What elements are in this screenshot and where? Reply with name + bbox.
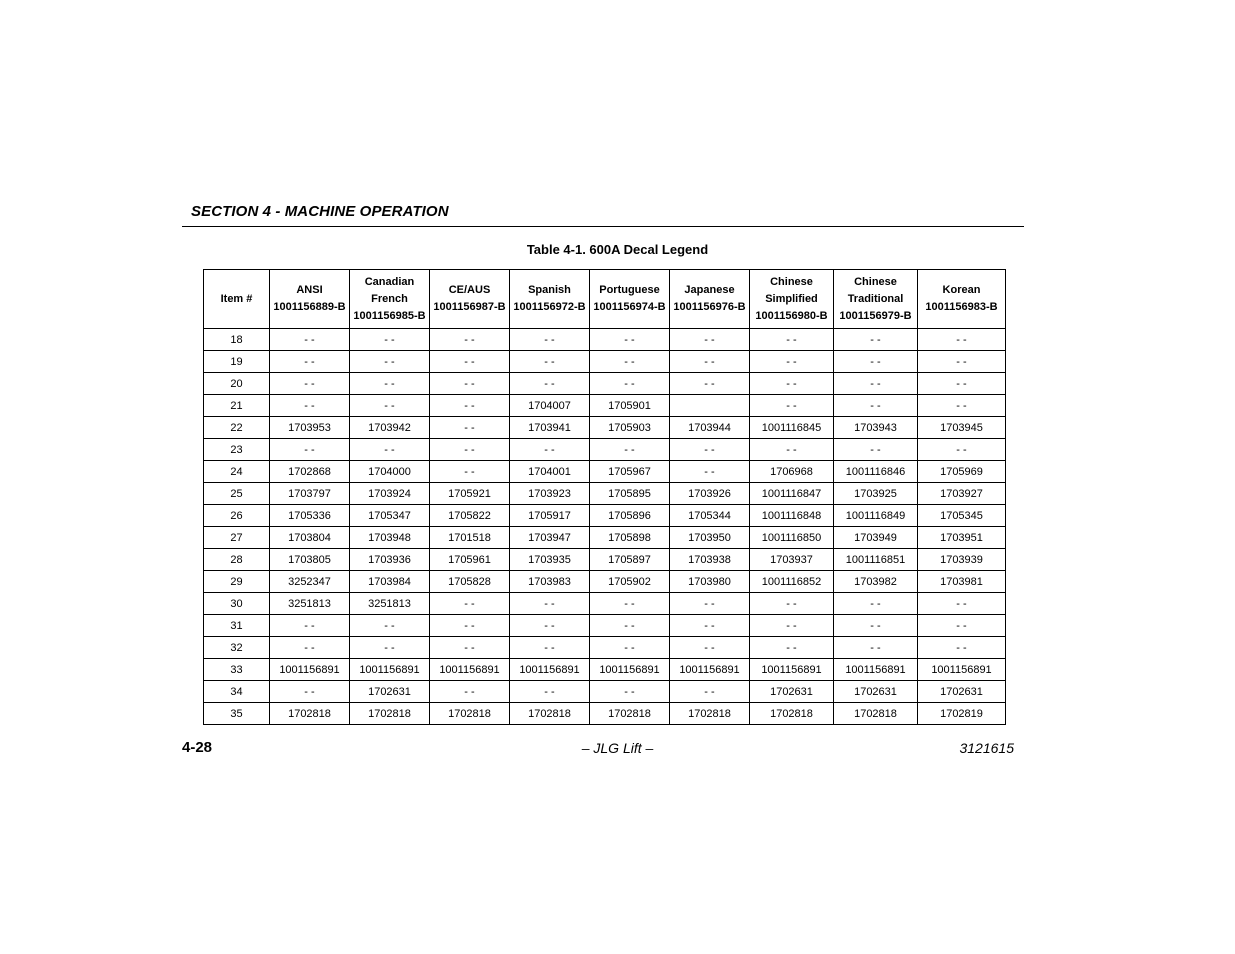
column-header-line: 1001156983-B [925, 301, 998, 313]
table-cell: - - [750, 593, 834, 615]
table-cell: 1001116850 [750, 527, 834, 549]
table-cell: 1702631 [834, 681, 918, 703]
item-number-cell: 27 [204, 527, 270, 549]
table-cell: 1703804 [270, 527, 350, 549]
table-cell: - - [750, 351, 834, 373]
table-cell: - - [918, 351, 1006, 373]
table-row [204, 571, 1006, 593]
table-row [204, 505, 1006, 527]
table-cell: - - [750, 615, 834, 637]
column-header [430, 270, 510, 329]
table-cell: 1702818 [430, 703, 510, 725]
table-cell: - - [430, 593, 510, 615]
page-number: 4-28 [182, 739, 213, 756]
table-row [204, 439, 1006, 461]
column-header [918, 270, 1006, 329]
column-header-line: 1001156976-B [673, 301, 746, 313]
table-cell: 3251813 [270, 593, 350, 615]
column-header-line: 1001156972-B [513, 301, 586, 313]
table-cell: - - [918, 637, 1006, 659]
item-number-cell: 18 [204, 329, 270, 351]
table-cell: - - [670, 637, 750, 659]
table-row [204, 703, 1006, 725]
table-cell: 1703927 [918, 483, 1006, 505]
table-cell: - - [918, 439, 1006, 461]
table-row [204, 395, 1006, 417]
column-header-line: Simplified [765, 292, 818, 305]
table-cell: - - [430, 461, 510, 483]
table-header-row [204, 270, 1006, 329]
table-row [204, 637, 1006, 659]
table-cell: - - [510, 637, 590, 659]
table-row [204, 329, 1006, 351]
column-header-line: Chinese [770, 275, 813, 288]
column-header-line: 1001156889-B [273, 301, 346, 313]
table-cell: 1702818 [350, 703, 430, 725]
table-cell: 1703945 [918, 417, 1006, 439]
table-cell: 1703944 [670, 417, 750, 439]
column-header [510, 270, 590, 329]
table-cell: 1704000 [350, 461, 430, 483]
table-cell: 1703943 [834, 417, 918, 439]
table-cell: - - [510, 373, 590, 395]
table-row [204, 615, 1006, 637]
table-cell: - - [834, 329, 918, 351]
table-cell: - - [350, 329, 430, 351]
column-header [204, 270, 270, 329]
table-cell: 1702818 [834, 703, 918, 725]
table-cell: 1705896 [590, 505, 670, 527]
header-divider [182, 226, 1024, 227]
table-cell: 1705895 [590, 483, 670, 505]
table-caption: Table 4-1. 600A Decal Legend [526, 242, 709, 257]
table-cell: - - [430, 439, 510, 461]
table-cell: 1704001 [510, 461, 590, 483]
column-header-line: Traditional [847, 292, 904, 305]
table-cell: - - [350, 395, 430, 417]
table-cell: 1703949 [834, 527, 918, 549]
table-cell: 1705898 [590, 527, 670, 549]
table-cell: - - [590, 593, 670, 615]
table-cell: 1702818 [590, 703, 670, 725]
table-row [204, 483, 1006, 505]
item-number-cell: 34 [204, 681, 270, 703]
table-cell: - - [750, 395, 834, 417]
table-cell: - - [430, 681, 510, 703]
table-cell: - - [510, 329, 590, 351]
item-number-cell: 32 [204, 637, 270, 659]
table-cell: 1703923 [510, 483, 590, 505]
table-cell: 1001116847 [750, 483, 834, 505]
table-cell: - - [918, 395, 1006, 417]
table-cell: - - [670, 439, 750, 461]
item-number-cell: 33 [204, 659, 270, 681]
table-cell: - - [918, 329, 1006, 351]
table-cell: 1001116848 [750, 505, 834, 527]
table-row [204, 681, 1006, 703]
table-cell: - - [350, 615, 430, 637]
table-cell: - - [918, 615, 1006, 637]
table-cell: - - [430, 637, 510, 659]
table-cell: 1001156891 [270, 659, 350, 681]
table-cell: 1706968 [750, 461, 834, 483]
table-cell: 3251813 [350, 593, 430, 615]
table-cell: - - [510, 681, 590, 703]
column-header-line: 1001156980-B [755, 309, 828, 322]
table-cell: 1703805 [270, 549, 350, 571]
column-header-line: Item # [220, 292, 253, 305]
item-number-cell: 29 [204, 571, 270, 593]
table-cell: 1001116846 [834, 461, 918, 483]
table-cell: 1703938 [670, 549, 750, 571]
item-number-cell: 35 [204, 703, 270, 725]
table-row [204, 593, 1006, 615]
table-row [204, 351, 1006, 373]
item-number-cell: 21 [204, 395, 270, 417]
table-cell: 1705967 [590, 461, 670, 483]
item-number-cell: 22 [204, 417, 270, 439]
table-cell: 1001156891 [670, 659, 750, 681]
table-cell: 1703937 [750, 549, 834, 571]
table-cell: 1703981 [918, 571, 1006, 593]
table-cell: 1703942 [350, 417, 430, 439]
column-header-line: Chinese [854, 275, 897, 288]
table-row [204, 659, 1006, 681]
column-header-line: 1001156985-B [353, 309, 426, 322]
table-cell: - - [590, 329, 670, 351]
column-header [750, 270, 834, 329]
table-cell: - - [430, 351, 510, 373]
item-number-cell: 19 [204, 351, 270, 373]
table-cell: 1704007 [510, 395, 590, 417]
section-title: SECTION 4 - MACHINE OPERATION [191, 203, 449, 220]
document-number: 3121615 [959, 740, 1014, 756]
table-cell: - - [918, 373, 1006, 395]
column-header-line: Japanese [684, 284, 735, 296]
item-number-cell: 30 [204, 593, 270, 615]
table-cell: 1703926 [670, 483, 750, 505]
column-header-line: French [371, 292, 408, 305]
table-cell: 1001116845 [750, 417, 834, 439]
item-number-cell: 24 [204, 461, 270, 483]
table-cell: 1703935 [510, 549, 590, 571]
table-cell: 1702818 [750, 703, 834, 725]
table-row [204, 373, 1006, 395]
table-cell: 1001156891 [918, 659, 1006, 681]
table-cell: 1705336 [270, 505, 350, 527]
table-row [204, 461, 1006, 483]
table-cell: 1703951 [918, 527, 1006, 549]
table-cell: - - [918, 593, 1006, 615]
table-cell: - - [590, 615, 670, 637]
column-header-line: 1001156987-B [433, 301, 506, 313]
table-cell: 1703925 [834, 483, 918, 505]
table-cell: 1705345 [918, 505, 1006, 527]
table-cell: 1703980 [670, 571, 750, 593]
table-cell: 1001116852 [750, 571, 834, 593]
table-cell: 1702818 [510, 703, 590, 725]
table-cell: - - [670, 593, 750, 615]
column-header-line: CE/AUS [448, 284, 491, 296]
table-cell: 1001116851 [834, 549, 918, 571]
column-header-line: ANSI [296, 284, 323, 296]
table-cell: 1702818 [670, 703, 750, 725]
table-cell: 1705828 [430, 571, 510, 593]
column-header-line: 1001156974-B [593, 301, 666, 313]
table-cell: - - [834, 615, 918, 637]
table-cell: 1705901 [590, 395, 670, 417]
table-cell: 1702631 [750, 681, 834, 703]
table-cell: 1702868 [270, 461, 350, 483]
decal-legend-table [203, 269, 1006, 725]
table-cell: 1001156891 [430, 659, 510, 681]
column-header [670, 270, 750, 329]
table-cell: - - [750, 329, 834, 351]
column-header [350, 270, 430, 329]
table-cell: 3252347 [270, 571, 350, 593]
table-cell: 1703936 [350, 549, 430, 571]
table-cell: 1705921 [430, 483, 510, 505]
table-cell: - - [834, 593, 918, 615]
table-cell: 1703984 [350, 571, 430, 593]
table-cell: 1702819 [918, 703, 1006, 725]
table-cell: - - [270, 373, 350, 395]
table-cell: - - [270, 615, 350, 637]
table-cell: - - [270, 637, 350, 659]
table-cell: - - [834, 351, 918, 373]
table-cell: - - [834, 395, 918, 417]
table-cell: - - [510, 351, 590, 373]
column-header-line: Portuguese [599, 284, 660, 296]
table-cell: - - [430, 373, 510, 395]
table-cell: - - [670, 461, 750, 483]
table-cell: 1703924 [350, 483, 430, 505]
item-number-cell: 31 [204, 615, 270, 637]
table-cell: - - [350, 351, 430, 373]
table-cell: 1703797 [270, 483, 350, 505]
table-cell: 1703947 [510, 527, 590, 549]
column-header-line: Korean [942, 284, 981, 296]
table-cell: - - [834, 439, 918, 461]
table-cell: - - [750, 637, 834, 659]
column-header [590, 270, 670, 329]
table-cell: 1001116849 [834, 505, 918, 527]
table-cell: - - [590, 637, 670, 659]
table-cell: 1703939 [918, 549, 1006, 571]
table-cell: - - [510, 439, 590, 461]
table-cell: 1701518 [430, 527, 510, 549]
table-cell: - - [430, 615, 510, 637]
table-cell: 1705347 [350, 505, 430, 527]
table-cell: 1001156891 [510, 659, 590, 681]
table-cell: 1001156891 [834, 659, 918, 681]
table-cell: 1703983 [510, 571, 590, 593]
table-cell: - - [270, 681, 350, 703]
table-cell: 1702818 [270, 703, 350, 725]
table-cell: 1705969 [918, 461, 1006, 483]
item-number-cell: 23 [204, 439, 270, 461]
table-cell: - - [590, 351, 670, 373]
footer-title: – JLG Lift – [581, 740, 654, 756]
table-cell: - - [590, 681, 670, 703]
table-cell: 1705902 [590, 571, 670, 593]
table-cell: - - [590, 439, 670, 461]
item-number-cell: 20 [204, 373, 270, 395]
table-cell: - - [670, 329, 750, 351]
table-cell: - - [750, 439, 834, 461]
table-cell: - - [270, 395, 350, 417]
table-cell: 1001156891 [590, 659, 670, 681]
table-cell: 1703953 [270, 417, 350, 439]
table-cell: 1705917 [510, 505, 590, 527]
table-cell: - - [350, 373, 430, 395]
table-cell: 1001156891 [750, 659, 834, 681]
table-row [204, 527, 1006, 549]
table-cell: - - [270, 329, 350, 351]
table-cell: 1705961 [430, 549, 510, 571]
table-cell: 1703982 [834, 571, 918, 593]
column-header-line: 1001156979-B [839, 309, 912, 322]
column-header [270, 270, 350, 329]
table-cell: - - [670, 615, 750, 637]
table-cell: - - [670, 681, 750, 703]
table-cell: - - [350, 637, 430, 659]
table-cell: - - [510, 615, 590, 637]
column-header-line: Spanish [528, 284, 571, 296]
item-number-cell: 28 [204, 549, 270, 571]
table-cell: 1702631 [918, 681, 1006, 703]
table-cell: 1703950 [670, 527, 750, 549]
table-cell: - - [834, 373, 918, 395]
table-cell: - - [510, 593, 590, 615]
table-cell: - - [670, 373, 750, 395]
table-cell: - - [430, 329, 510, 351]
table-cell: 1705897 [590, 549, 670, 571]
table-cell: - - [590, 373, 670, 395]
table-cell: - - [430, 417, 510, 439]
table-cell: - - [270, 351, 350, 373]
column-header [834, 270, 918, 329]
table-cell [670, 395, 750, 417]
table-cell: 1705903 [590, 417, 670, 439]
column-header-line: Canadian [364, 275, 415, 288]
table-row [204, 417, 1006, 439]
table-row [204, 549, 1006, 571]
table-cell: - - [834, 637, 918, 659]
table-cell: 1703948 [350, 527, 430, 549]
item-number-cell: 25 [204, 483, 270, 505]
table-cell: 1001156891 [350, 659, 430, 681]
table-cell: 1703941 [510, 417, 590, 439]
table-cell: - - [670, 351, 750, 373]
item-number-cell: 26 [204, 505, 270, 527]
table-cell: - - [270, 439, 350, 461]
table-cell: 1705822 [430, 505, 510, 527]
table-cell: - - [750, 373, 834, 395]
table-cell: - - [350, 439, 430, 461]
table-cell: 1705344 [670, 505, 750, 527]
table-cell: 1702631 [350, 681, 430, 703]
table-cell: - - [430, 395, 510, 417]
table-body [204, 329, 1006, 725]
